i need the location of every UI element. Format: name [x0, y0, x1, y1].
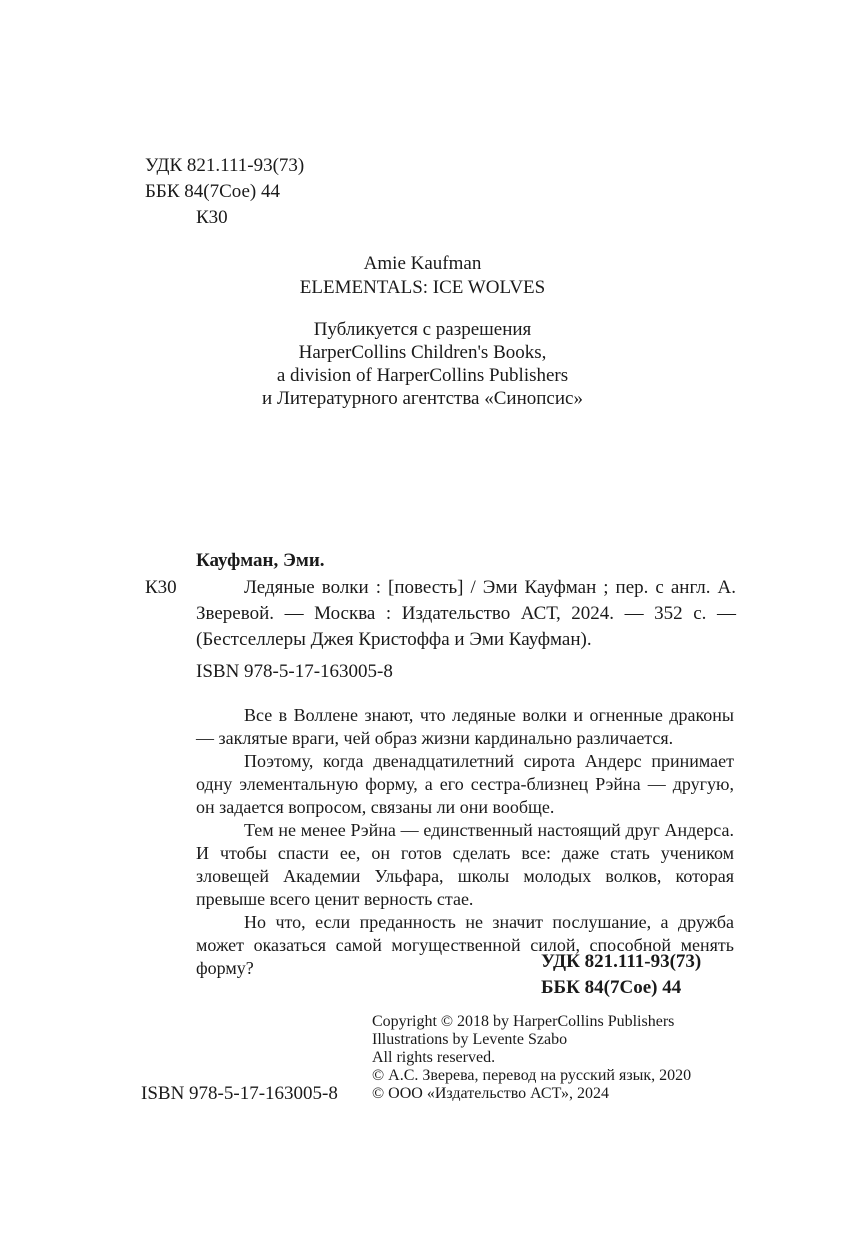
annotation-paragraph: Тем не менее Рэйна — единственный настоящий друг Андерса. И чтобы спасти ее, он готов сделать все: даже стать учеником зловещей Академии Ульфара, школы молодых волков, которая превыше всего ценит верность стае.	[196, 820, 734, 909]
catalog-author-mark: К30	[145, 577, 177, 598]
permission-line: HarperCollins Children's Books,	[298, 342, 547, 363]
original-title: ELEMENTALS: ICE WOLVES	[299, 277, 546, 298]
footer-isbn: ISBN 978-5-17-163005-8	[141, 1083, 338, 1104]
catalog-description: Ледяные волки : [повесть] / Эми Кауфман ; пер. с англ. А. Зверевой. — Москва : Издательство АСТ, 2024. — 352 с. — (Бестселлеры Джея Кристоффа и Эми Кауфман).	[196, 577, 736, 650]
annotation	[196, 704, 734, 980]
permission-line: a division of HarperCollins Publishers	[276, 365, 569, 386]
annotation-paragraph: Но что, если преданность не значит послушание, а дружба может оказаться самой могущественной силой, способной менять форму?	[196, 912, 734, 978]
copyright-line: Copyright © 2018 by HarperCollins Publishers	[372, 1013, 675, 1030]
bbk-code: ББК 84(7Сое) 44	[145, 181, 280, 202]
annotation-paragraph: Все в Воллене знают, что ледяные волки и огненные драконы — заклятые враги, чей образ жизни кардинально различается.	[196, 705, 734, 748]
copyright-line: © А.С. Зверева, перевод на русский язык, 2020	[372, 1067, 692, 1084]
catalog-heading: Кауфман, Эми.	[196, 550, 325, 571]
catalog-isbn: ISBN 978-5-17-163005-8	[196, 661, 393, 682]
permission-line: Публикуется с разрешения	[313, 319, 532, 340]
annotation-paragraph: Поэтому, когда двенадцатилетний сирота Андерс принимает одну элементальную форму, а его сестра-близнец Рэйна — другую, он задается вопросом, связаны ли они вообще.	[196, 751, 734, 817]
bottom-bbk: ББК 84(7Сое) 44	[541, 977, 682, 998]
permission-line: и Литературного агентства «Синопсис»	[262, 388, 583, 409]
copyright-line: © ООО «Издательство АСТ», 2024	[372, 1085, 609, 1102]
copyright-line: All rights reserved.	[372, 1049, 496, 1066]
bottom-udk: УДК 821.111-93(73)	[541, 951, 702, 972]
udk-code: УДК 821.111-93(73)	[145, 155, 305, 176]
original-author: Amie Kaufman	[363, 253, 482, 274]
copyright-line: Illustrations by Levente Szabo	[372, 1031, 568, 1048]
author-mark: К30	[196, 207, 228, 228]
